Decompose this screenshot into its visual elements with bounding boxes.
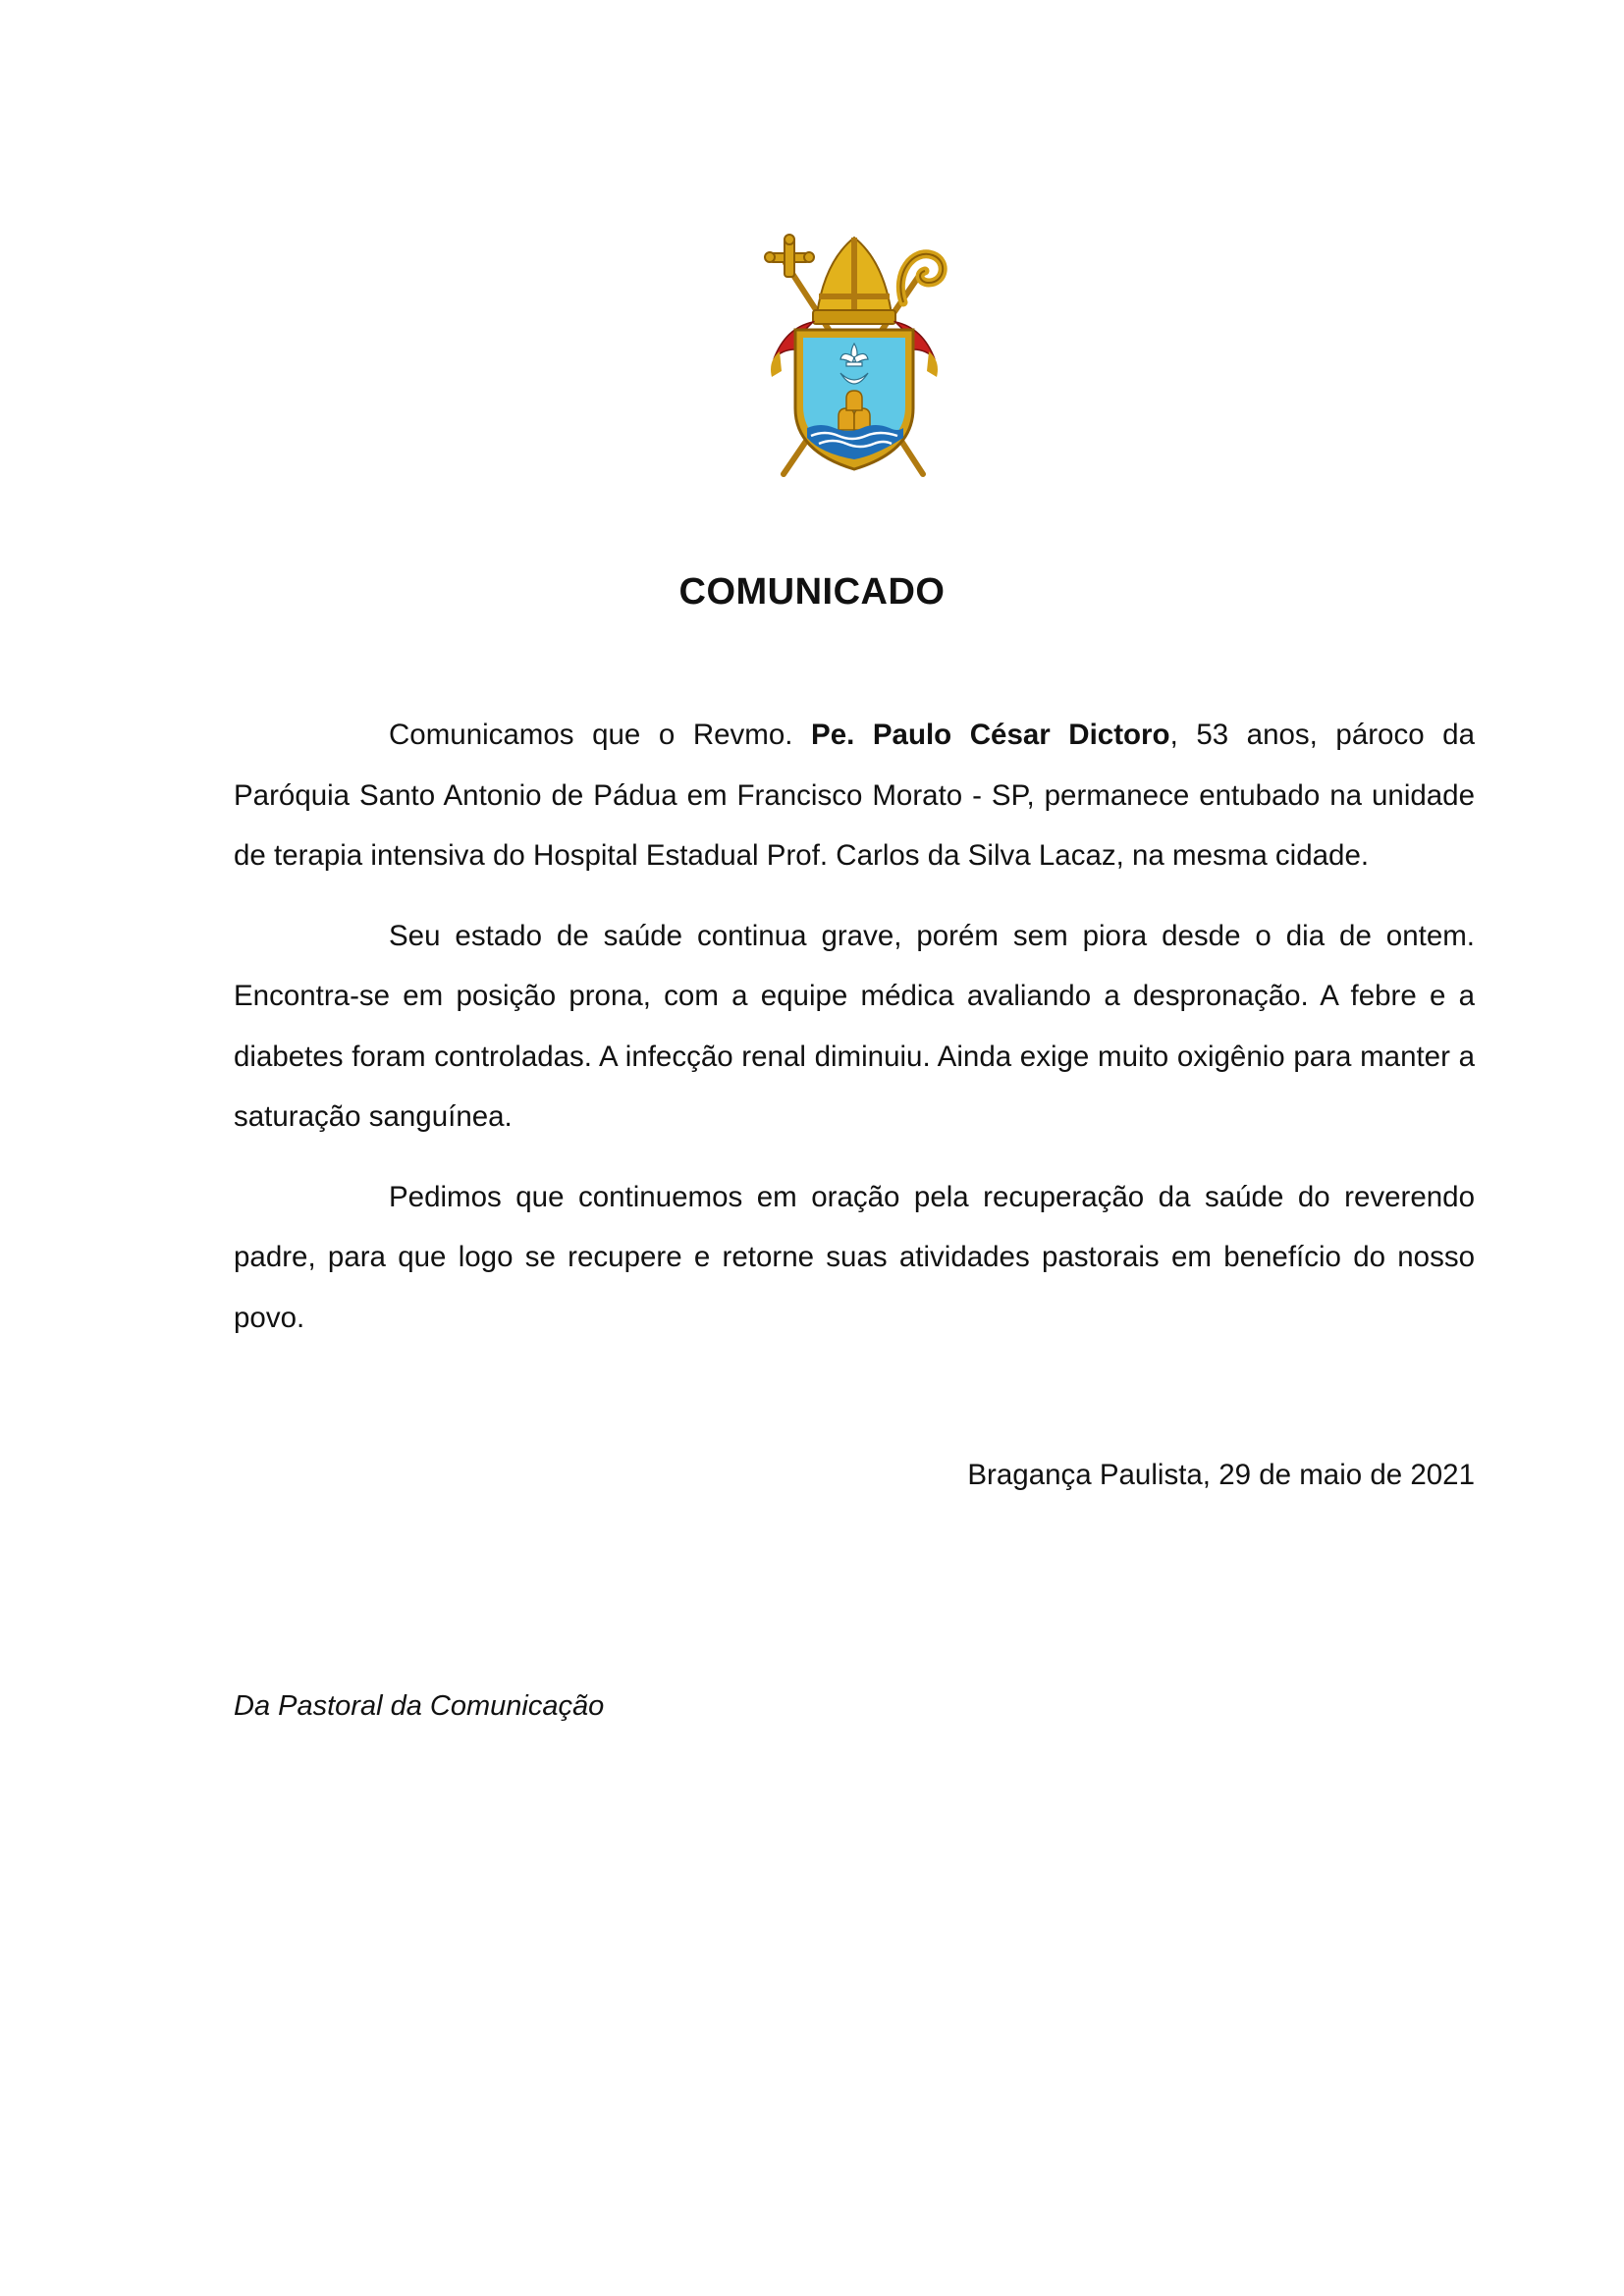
paragraph-1-intro: Comunicamos que o Revmo. (389, 719, 812, 751)
document-title: COMUNICADO (678, 571, 946, 613)
document-body (234, 705, 1475, 1367)
paragraph-1 (234, 705, 1475, 886)
paragraph-1-rest: , 53 anos, pároco da Paróquia Santo Antonio de Pádua em Francisco Morato - SP, permanece entubado na unidade de terapia intensiva do Hospital Estadual Prof. Carlos da Silva Lacaz, na mesma cidade. (234, 719, 1475, 872)
signature-line: Da Pastoral da Comunicação (234, 1690, 605, 1722)
priest-name: Pe. Paulo César Dictoro (811, 719, 1170, 751)
paragraph-2: Seu estado de saúde continua grave, porém sem piora desde o dia de ontem. Encontra-se em posição prona, com a equipe médica avaliando a despronação. A febre e a diabetes foram controladas. A infecção renal diminuiu. Ainda exige muito oxigênio para manter a saturação sanguínea. (234, 919, 1475, 1133)
paragraph-3: Pedimos que continuemos em oração pela recuperação da saúde do reverendo padre, para que logo se recupere e retorne suas atividades pastorais em benefício do nosso povo. (234, 1180, 1475, 1334)
diocese-coat-of-arms-logo (756, 234, 952, 481)
place-and-date: Bragança Paulista, 29 de maio de 2021 (967, 1459, 1475, 1491)
